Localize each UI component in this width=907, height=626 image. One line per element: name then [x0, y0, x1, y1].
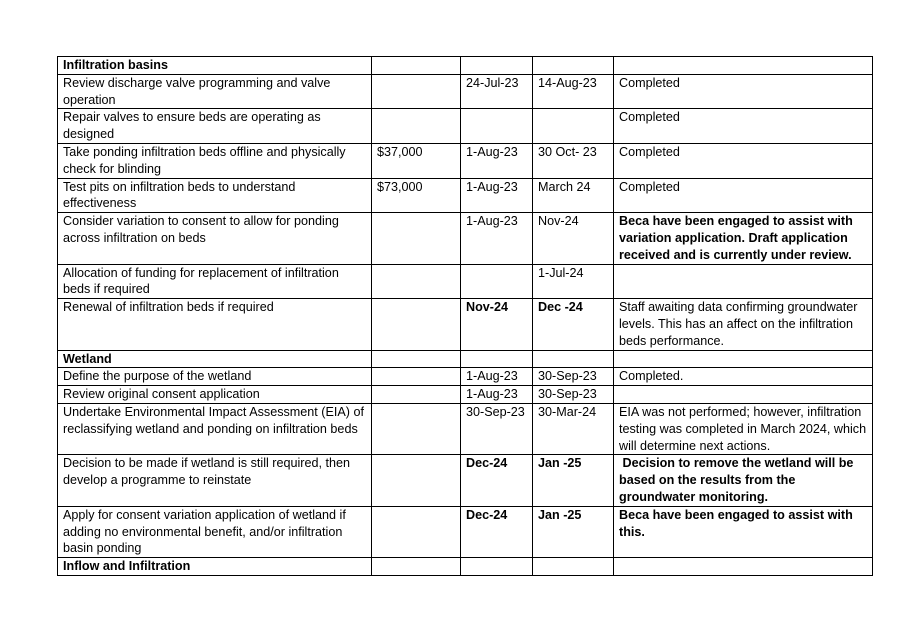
- start-date-cell: 1-Aug-23: [461, 143, 533, 178]
- table-row: [58, 299, 873, 350]
- section-header-row: [58, 558, 873, 576]
- start-date-cell: [461, 350, 533, 368]
- start-date-cell: 1-Aug-23: [461, 368, 533, 386]
- work-programme-table: [57, 56, 873, 576]
- start-date-cell: [461, 57, 533, 75]
- status-cell: Beca have been engaged to assist with this.: [614, 506, 873, 557]
- task-cell: Undertake Environmental Impact Assessment (EIA) of reclassifying wetland and ponding on infiltration beds: [58, 403, 372, 454]
- end-date-cell: [533, 57, 614, 75]
- status-cell: Decision to remove the wetland will be based on the results from the groundwater monitoring.: [614, 455, 873, 506]
- end-date-cell: Jan -25: [533, 455, 614, 506]
- section-title: Wetland: [58, 350, 372, 368]
- task-cell: Apply for consent variation application of wetland if adding no environmental benefit, and/or infiltration basin ponding: [58, 506, 372, 557]
- task-cell: Test pits on infiltration beds to understand effectiveness: [58, 178, 372, 213]
- budget-cell: [372, 299, 461, 350]
- end-date-cell: Jan -25: [533, 506, 614, 557]
- table-row: [58, 178, 873, 213]
- budget-cell: [372, 57, 461, 75]
- budget-cell: [372, 264, 461, 299]
- table-row: [58, 109, 873, 144]
- section-header-row: [58, 350, 873, 368]
- task-cell: Review original consent application: [58, 386, 372, 404]
- task-cell: Define the purpose of the wetland: [58, 368, 372, 386]
- budget-cell: [372, 213, 461, 264]
- start-date-cell: 1-Aug-23: [461, 178, 533, 213]
- start-date-cell: 1-Aug-23: [461, 386, 533, 404]
- start-date-cell: [461, 558, 533, 576]
- task-cell: Review discharge valve programming and valve operation: [58, 74, 372, 109]
- status-cell: [614, 386, 873, 404]
- status-cell: [614, 558, 873, 576]
- budget-cell: $37,000: [372, 143, 461, 178]
- start-date-cell: 24-Jul-23: [461, 74, 533, 109]
- task-cell: Allocation of funding for replacement of infiltration beds if required: [58, 264, 372, 299]
- status-cell: Staff awaiting data confirming groundwater levels. This has an affect on the infiltration beds performance.: [614, 299, 873, 350]
- task-cell: Take ponding infiltration beds offline and physically check for blinding: [58, 143, 372, 178]
- budget-cell: [372, 386, 461, 404]
- task-cell: Renewal of infiltration beds if required: [58, 299, 372, 350]
- start-date-cell: [461, 264, 533, 299]
- end-date-cell: 30-Sep-23: [533, 368, 614, 386]
- status-cell: Completed: [614, 74, 873, 109]
- status-cell: [614, 350, 873, 368]
- end-date-cell: 14-Aug-23: [533, 74, 614, 109]
- budget-cell: [372, 403, 461, 454]
- budget-cell: $73,000: [372, 178, 461, 213]
- budget-cell: [372, 74, 461, 109]
- section-title: Infiltration basins: [58, 57, 372, 75]
- end-date-cell: [533, 558, 614, 576]
- table-row: [58, 403, 873, 454]
- table-row: [58, 506, 873, 557]
- end-date-cell: 30-Mar-24: [533, 403, 614, 454]
- start-date-cell: Nov-24: [461, 299, 533, 350]
- table-row: [58, 386, 873, 404]
- end-date-cell: 1-Jul-24: [533, 264, 614, 299]
- status-cell: EIA was not performed; however, infiltration testing was completed in March 2024, which will determine next actions.: [614, 403, 873, 454]
- end-date-cell: March 24: [533, 178, 614, 213]
- start-date-cell: Dec-24: [461, 506, 533, 557]
- status-cell: Completed: [614, 178, 873, 213]
- section-header-row: [58, 57, 873, 75]
- budget-cell: [372, 558, 461, 576]
- end-date-cell: 30-Sep-23: [533, 386, 614, 404]
- status-cell: [614, 57, 873, 75]
- table-row: [58, 143, 873, 178]
- start-date-cell: [461, 109, 533, 144]
- end-date-cell: Dec -24: [533, 299, 614, 350]
- status-cell: Completed: [614, 109, 873, 144]
- start-date-cell: 1-Aug-23: [461, 213, 533, 264]
- end-date-cell: [533, 350, 614, 368]
- end-date-cell: [533, 109, 614, 144]
- end-date-cell: 30 Oct- 23: [533, 143, 614, 178]
- table-row: [58, 455, 873, 506]
- table-row: [58, 74, 873, 109]
- status-cell: [614, 264, 873, 299]
- task-cell: Repair valves to ensure beds are operating as designed: [58, 109, 372, 144]
- section-title: Inflow and Infiltration: [58, 558, 372, 576]
- budget-cell: [372, 506, 461, 557]
- table-body: [58, 57, 873, 576]
- table-row: [58, 368, 873, 386]
- table-row: [58, 213, 873, 264]
- budget-cell: [372, 368, 461, 386]
- task-cell: Decision to be made if wetland is still required, then develop a programme to reinstate: [58, 455, 372, 506]
- budget-cell: [372, 455, 461, 506]
- end-date-cell: Nov-24: [533, 213, 614, 264]
- table-row: [58, 264, 873, 299]
- status-cell: Beca have been engaged to assist with variation application. Draft application received and is currently under review.: [614, 213, 873, 264]
- start-date-cell: 30-Sep-23: [461, 403, 533, 454]
- status-cell: Completed: [614, 143, 873, 178]
- task-cell: Consider variation to consent to allow for ponding across infiltration on beds: [58, 213, 372, 264]
- budget-cell: [372, 109, 461, 144]
- status-cell: Completed.: [614, 368, 873, 386]
- start-date-cell: Dec-24: [461, 455, 533, 506]
- budget-cell: [372, 350, 461, 368]
